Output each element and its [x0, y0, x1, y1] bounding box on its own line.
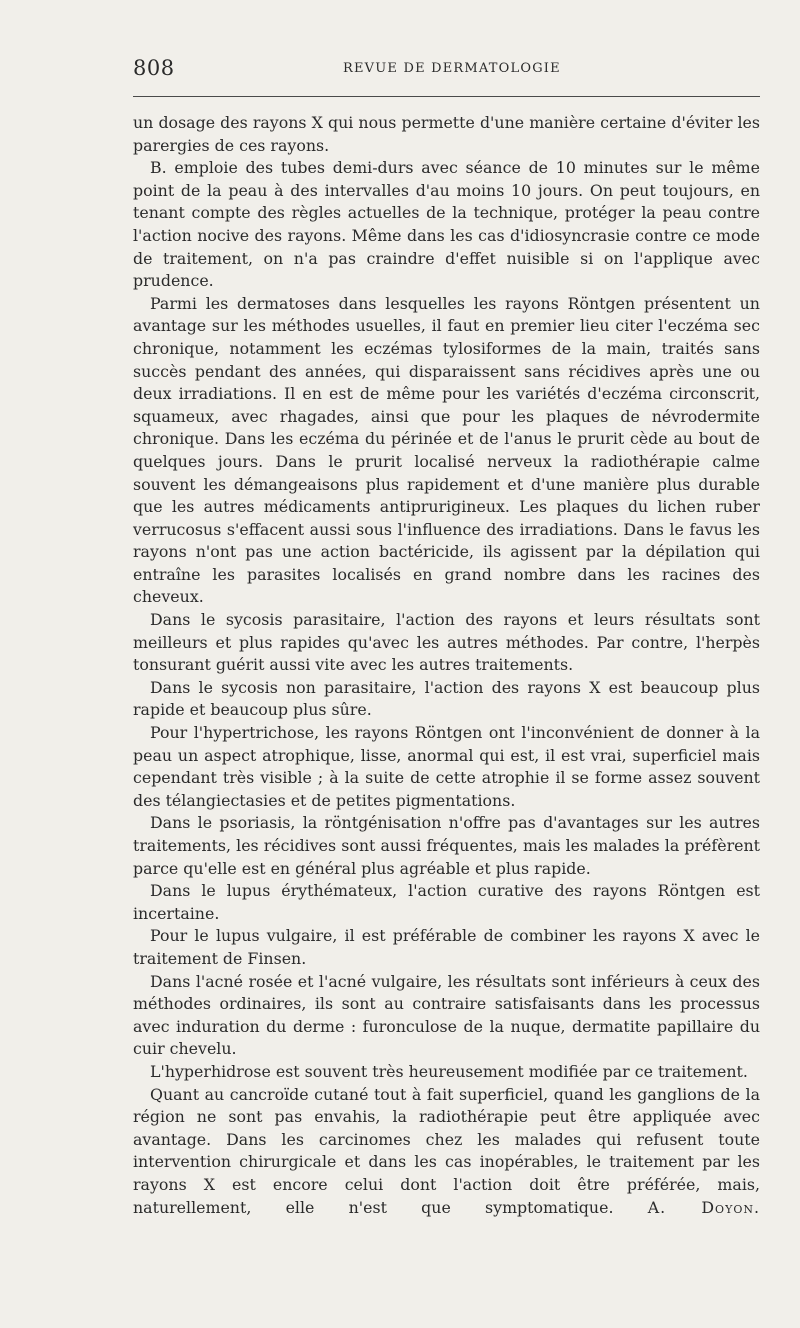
paragraph-11: L'hyperhidrose est souvent très heureusement modifiée par ce traitement. [150, 1061, 748, 1081]
running-title: REVUE DE DERMATOLOGIE [343, 61, 561, 76]
article-body [133, 112, 760, 1219]
paragraph-8: Dans le lupus érythémateux, l'action curative des rayons Röntgen est incertaine. [133, 881, 760, 923]
paragraph-9: Pour le lupus vulgaire, il est préférable de combiner les rayons X avec le traitement de Finsen. [133, 926, 760, 968]
page-number: 808 [133, 56, 175, 80]
paragraph-6: Pour l'hypertrichose, les rayons Röntgen ont l'inconvénient de donner à la peau un aspect atrophique, lisse, anormal qui est, il est vrai, superficiel mais cependant très visible ; à la suite de cette atrophie il se forme assez souvent des télangiectasies et de petites pigmentations. [133, 723, 760, 810]
paragraph-1: un dosage des rayons X qui nous permette d'une manière certaine d'éviter les parergies de ces rayons. [133, 113, 760, 155]
paragraph-2: B. emploie des tubes demi-durs avec séance de 10 minutes sur le même point de la peau à des intervalles d'au moins 10 jours. On peut toujours, en tenant compte des règles actuelles de la technique, protéger la peau contre l'action nocive des rayons. Même dans les cas d'idiosyncrasie contre ce mode de traitement, on n'a pas craindre d'effet nuisible si on l'applique avec prudence. [133, 158, 760, 291]
author-signature: A. Doyon. [647, 1197, 760, 1217]
page-header [133, 56, 760, 86]
paragraph-12 [133, 1084, 760, 1220]
paragraph-12-text: Quant au cancroïde cutané tout à fait superficiel, quand les ganglions de la région ne sont pas envahis, la radiothérapie peut être appliquée avec avantage. Dans les carcinomes chez les malades qui refusent toute intervention chirurgicale et dans les cas inopérables, le traitement par les rayons X est encore celui dont l'action doit être préférée, mais, naturellement, elle n'est que symptomatique. [133, 1084, 760, 1217]
paragraph-10: Dans l'acné rosée et l'acné vulgaire, les résultats sont inférieurs à ceux des méthodes ordinaires, ils sont au contraire satisfaisants dans les processus avec induration du derme : furonculose de la nuque, dermatite papillaire du cuir chevelu. [133, 971, 760, 1059]
paragraph-7: Dans le psoriasis, la röntgénisation n'offre pas d'avantages sur les autres traitements, les récidives sont aussi fréquentes, mais les malades la préfèrent parce qu'elle est en général plus agréable et plus rapide. [133, 813, 760, 878]
paragraph-5: Dans le sycosis non parasitaire, l'action des rayons X est beaucoup plus rapide et beaucoup plus sûre. [133, 677, 760, 720]
paragraph-3: Parmi les dermatoses dans lesquelles les rayons Röntgen présentent un avantage sur les méthodes usuelles, il faut en premier lieu citer l'eczéma sec chronique, notamment les eczémas tylosiformes de la main, traités sans succès pendant des années, qui disparaissent sans récidives après une ou deux irradiations. Il en est de même pour les variétés d'eczéma circonscrit, squameux, avec rhagades, ainsi que pour les plaques de névrodermite chronique. Dans les eczéma du périnée et de l'anus le prurit cède au bout de quelques jours. Dans le prurit localisé nerveux la radiothérapie calme souvent les démangeaisons plus rapidement et d'une manière plus durable que les autres médicaments antiprurigineux. Les plaques du lichen ruber verrucosus s'effacent aussi sous l'influence des irradiations. Dans le favus les rayons n'ont pas une action bactéricide, ils agissent par la dépilation qui entraîne les parasites localisés en grand nombre dans les racines des cheveux. [133, 293, 760, 607]
paragraph-4: Dans le sycosis parasitaire, l'action des rayons et leurs résultats sont meilleurs et plus rapides qu'avec les autres méthodes. Par contre, l'herpès tonsurant guérit aussi vite avec les autres traitements. [133, 610, 760, 675]
header-rule [133, 96, 760, 97]
